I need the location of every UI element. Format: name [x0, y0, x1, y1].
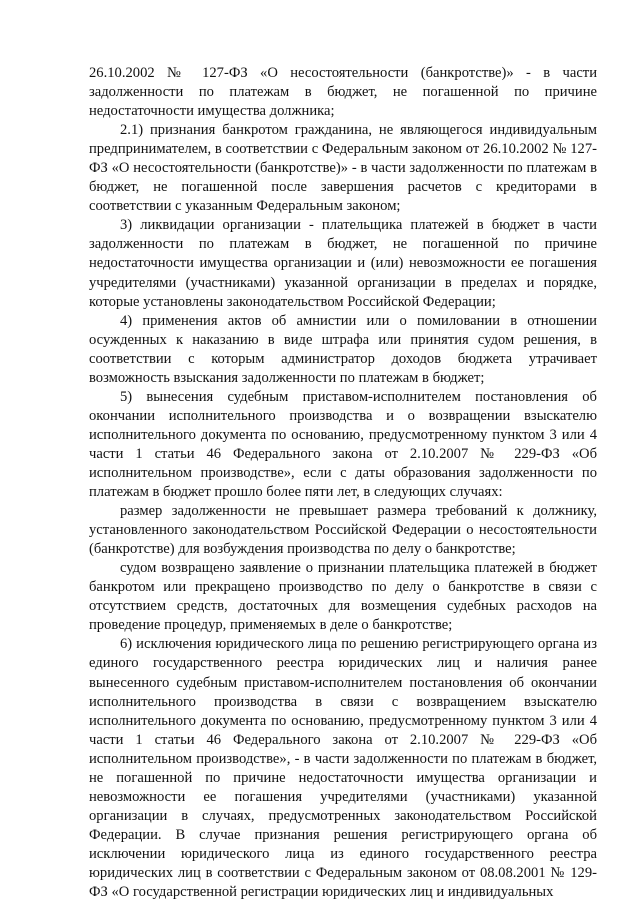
paragraph-case-debt-size: размер задолженности не превышает размера требований к должнику, установленного законодательством Российской Федерации о несостоятельности (банкротстве) для возбуждения производства по делу о банкротстве;: [89, 503, 597, 558]
paragraph-item-2-1: 2.1) признания банкротом гражданина, не являющегося индивидуальным предпринимателем, в соответствии с Федеральным законом от 26.10.2002 № 127-ФЗ «О несостоятельности (банкротстве)» - в части задолженности по платежам в бюджет, не погашенной после завершения расчетов с кредиторами в соответствии с указанным Федеральным законом;: [89, 122, 597, 215]
document-page: [89, 64, 597, 902]
paragraph-item-3: 3) ликвидации организации - плательщика платежей в бюджет в части задолженности по платежам в бюджет, не погашенной по причине недостаточности имущества организации и (или) невозможности ее погашения учредителями (участниками) указанной организации в пределах и порядке, которые установлены законодательством Российской Федерации;: [89, 217, 597, 310]
paragraph-item-6: 6) исключения юридического лица по решению регистрирующего органа из единого государственного реестра юридических лиц и наличия ранее вынесенного судебным приставом-исполнителем постановления об окончании исполнительного производства в связи с возвращением взыскателю исполнительного документа по основанию, предусмотренному пунктом 3 или 4 части 1 статьи 46 Федерального закона от 2.10.2007 № 229-ФЗ «Об исполнительном производстве», - в части задолженности по платежам в бюджет, не погашенной по причине недостаточности имущества организации и невозможности ее погашения учредителями (участниками) указанной организации в случаях, предусмотренных законодательством Российской Федерации. В случае признания решения регистрирующего органа об исключении юридического лица из единого государственного реестра юридических лиц в соответствии с Федеральным законом от 08.08.2001 № 129-ФЗ «О государственной регистрации юридических лиц и индивидуальных: [89, 636, 597, 901]
paragraph-continuation: 26.10.2002 № 127-ФЗ «О несостоятельности (банкротстве)» - в части задолженности по платежам в бюджет, не погашенной по причине недостаточности имущества должника;: [89, 65, 597, 120]
paragraph-item-4: 4) применения актов об амнистии или о помиловании в отношении осужденных к наказанию в виде штрафа или принятия судом решения, в соответствии с которым администратор доходов бюджета утрачивает возможность взыскания задолженности по платежам в бюджет;: [89, 312, 597, 386]
paragraph-item-5: 5) вынесения судебным приставом-исполнителем постановления об окончании исполнительного производства и о возвращении взыскателю исполнительного документа по основанию, предусмотренному пунктом 3 или 4 части 1 статьи 46 Федерального закона от 2.10.2007 № 229-ФЗ «Об исполнительном производстве», если с даты образования задолженности по платежам в бюджет прошло более пяти лет, в следующих случаях:: [89, 388, 597, 501]
paragraph-case-court-return: судом возвращено заявление о признании плательщика платежей в бюджет банкротом или прекращено производство по делу о банкротстве в связи с отсутствием средств, достаточных для возмещения судебных расходов на проведение процедур, применяемых в деле о банкротстве;: [89, 560, 597, 634]
